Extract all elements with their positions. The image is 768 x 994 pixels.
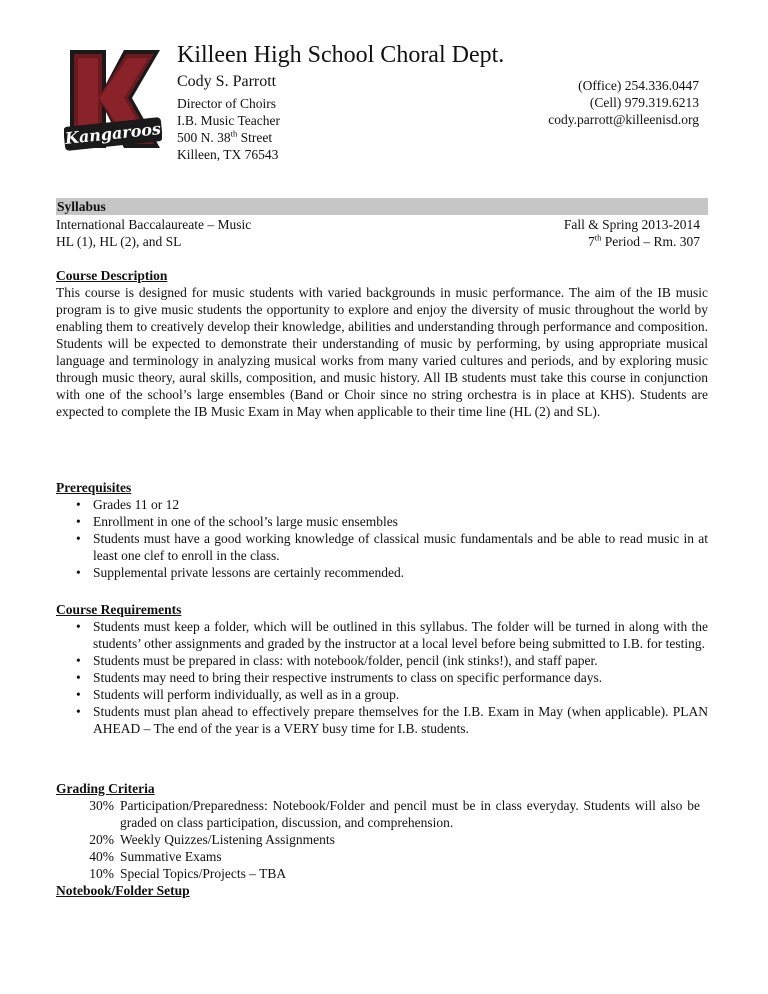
table-row bbox=[70, 797, 700, 831]
grading-heading: Grading Criteria bbox=[56, 781, 155, 796]
contact-info bbox=[548, 77, 699, 128]
list-item: • Students may need to bring their respective instruments to class on specific performance days. bbox=[56, 669, 708, 686]
requirements-list bbox=[56, 618, 708, 737]
street-name: Street bbox=[237, 130, 273, 145]
grade-weight: 20% bbox=[89, 832, 114, 847]
list-item: • Enrollment in one of the school’s large music ensembles bbox=[56, 513, 708, 530]
syllabus-bar bbox=[56, 198, 708, 215]
list-item: • Supplemental private lessons are certainly recommended. bbox=[56, 564, 708, 581]
logo-wordmark: Kangaroos bbox=[64, 119, 162, 148]
teacher-address bbox=[177, 95, 280, 163]
term-info bbox=[564, 216, 700, 250]
teacher-title-2: I.B. Music Teacher bbox=[177, 113, 281, 128]
prerequisites-section bbox=[56, 479, 708, 581]
course-levels: HL (1), HL (2), and SL bbox=[56, 234, 182, 249]
street-ordinal: th bbox=[230, 128, 238, 139]
email-address[interactable]: cody.parrott@killeenisd.org bbox=[548, 112, 699, 127]
grade-weight: 30% bbox=[89, 798, 114, 813]
prerequisites-list bbox=[56, 496, 708, 581]
list-item: • Students must keep a folder, which will be outlined in this syllabus. The folder will be turned in along with the students’ other assignments and graded by the instructor at a local level before being submitted to I.B. for testing. bbox=[56, 618, 708, 652]
office-phone: (Office) 254.336.0447 bbox=[578, 78, 699, 93]
city-state-zip: Killeen, TX 76543 bbox=[177, 147, 279, 162]
table-row bbox=[70, 831, 700, 848]
list-item: • Students must plan ahead to effectively prepare themselves for the I.B. Exam in May (when applicable). PLAN AHEAD – The end of the year is a VERY busy time for I.B. students. bbox=[56, 703, 708, 737]
grade-category: Summative Exams bbox=[120, 849, 222, 864]
street-number: 500 N. 38 bbox=[177, 130, 231, 145]
period-number: 7 bbox=[587, 234, 595, 249]
period-ordinal: th bbox=[594, 232, 602, 243]
list-item: • Students must be prepared in class: with notebook/folder, pencil (ink stinks!), and staff paper. bbox=[56, 652, 708, 669]
course-description-text: This course is designed for music students with varied backgrounds in music performance. The aim of the IB music program is to give music students the opportunity to explore and enjoy the diversity of music throughout the world by enabling them to creatively develop their knowledge, abilities and understanding through performance and composition. Students will be expected to demonstrate their understanding of music by performing, by using appropriate musical language and terminology in analyzing musical works from many varied cultures and periods, and by exploring music through music theory, aural skills, composition, and music history. All IB students must take this course in conjunction with one of the school’s large ensembles (Band or Choir since no string orchestra is in place at KHS). Students are expected to complete the IB Music Exam in May when applicable to their time line (HL (2) and SL). bbox=[56, 285, 708, 419]
grading-section bbox=[56, 780, 708, 899]
course-description-heading: Course Description bbox=[56, 268, 168, 283]
course-requirements-section bbox=[56, 601, 708, 737]
list-item: • Students must have a good working knowledge of classical music fundamentals and be able to read music in at least one clef to enroll in the class. bbox=[56, 530, 708, 564]
grade-category: Weekly Quizzes/Listening Assignments bbox=[120, 832, 335, 847]
teacher-title-1: Director of Choirs bbox=[177, 96, 276, 111]
grade-weight: 10% bbox=[89, 866, 114, 881]
period-room bbox=[564, 233, 700, 250]
teacher-name: Cody S. Parrott bbox=[177, 73, 277, 90]
kangaroos-logo bbox=[64, 48, 162, 160]
course-description-section bbox=[56, 267, 708, 420]
cell-phone: (Cell) 979.319.6213 bbox=[589, 95, 699, 110]
syllabus-label: Syllabus bbox=[57, 199, 106, 214]
list-item: • Grades 11 or 12 bbox=[56, 496, 708, 513]
grade-category: Special Topics/Projects – TBA bbox=[120, 866, 287, 881]
table-row bbox=[70, 865, 700, 882]
course-name: International Baccalaureate – Music bbox=[56, 217, 252, 232]
course-info bbox=[56, 216, 251, 250]
grade-weight: 40% bbox=[89, 849, 114, 864]
grade-category: Participation/Preparedness: Notebook/Folder and pencil must be in class everyday. Students will also be graded on class participation, discussion, and comprehension. bbox=[120, 798, 700, 830]
term: Fall & Spring 2013-2014 bbox=[563, 217, 700, 232]
table-row bbox=[70, 848, 700, 865]
period-room-text: Period – Rm. 307 bbox=[601, 234, 700, 249]
street-address bbox=[177, 129, 280, 146]
notebook-heading: Notebook/Folder Setup bbox=[56, 883, 190, 898]
school-title: Killeen High School Choral Dept. bbox=[177, 42, 505, 68]
list-item: • Students will perform individually, as well as in a group. bbox=[56, 686, 708, 703]
course-requirements-heading: Course Requirements bbox=[56, 602, 182, 617]
grading-table bbox=[70, 797, 700, 882]
prerequisites-heading: Prerequisites bbox=[56, 480, 132, 495]
